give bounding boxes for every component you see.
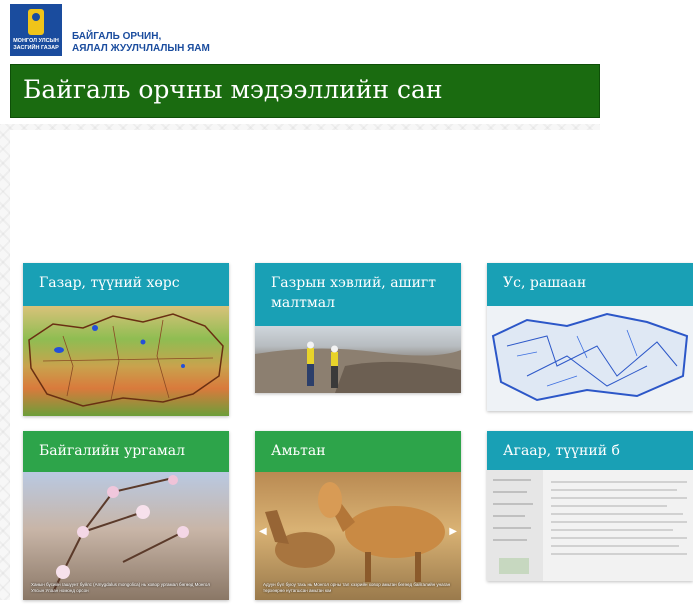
- ministry-name[interactable]: [72, 31, 210, 55]
- title-bar: [10, 64, 600, 118]
- map-overlay: [23, 306, 229, 416]
- site-header: [0, 0, 600, 60]
- card-title: Газар, түүний хөрс: [23, 263, 229, 306]
- category-card-animals[interactable]: [255, 431, 461, 600]
- plant-photo-overlay: [23, 472, 229, 600]
- wild-horses-image: [255, 472, 461, 600]
- card-title: Байгалийн ургамал: [23, 431, 229, 472]
- category-card-water[interactable]: [487, 263, 693, 411]
- mining-site-image: [255, 326, 461, 393]
- card-title: Газрын хэвлий, ашигт малтмал: [255, 263, 461, 326]
- ministry-line: АЯЛАЛ ЖУУЛЧЛАЛЫН ЯАМ: [72, 43, 210, 54]
- soyombo-icon: [28, 9, 44, 35]
- water-map-overlay: [487, 306, 693, 411]
- mining-photo-overlay: [255, 326, 461, 393]
- carousel-next-icon[interactable]: ▶: [449, 526, 457, 537]
- flowering-plant-image: [23, 472, 229, 600]
- card-title: Ус, рашаан: [487, 263, 693, 306]
- category-card-minerals[interactable]: [255, 263, 461, 393]
- card-title: Амьтан: [255, 431, 461, 472]
- category-card-plants[interactable]: [23, 431, 229, 600]
- card-title: Агаар, түүний б: [487, 431, 693, 470]
- carousel-prev-icon[interactable]: ◀: [259, 526, 267, 537]
- image-caption: Адуун бүл буюу тахь нь Монгол орны тал хээрийн ховор амьтан бөгөөд байгалийн унаган төрхөөрөө нутагшсан амьтан юм: [263, 582, 451, 593]
- category-card-land[interactable]: [23, 263, 229, 416]
- emblem-line: МОНГОЛ УЛСЫН: [13, 38, 59, 44]
- horses-photo-overlay: [255, 472, 461, 600]
- document-overlay: [487, 470, 693, 581]
- category-card-air[interactable]: [487, 431, 693, 581]
- emblem-line: ЗАСГИЙН ГАЗАР: [13, 45, 59, 51]
- page-title: Байгаль орчны мэдээллийн сан: [23, 75, 443, 104]
- government-emblem-logo[interactable]: [10, 4, 62, 56]
- ministry-line: БАЙГАЛЬ ОРЧИН,: [72, 31, 162, 42]
- water-network-map-image: [487, 306, 693, 411]
- image-caption: Ханын бүсийн гашуунт буйлс (Amygdalus mongolica) нь ховор ургамал бөгөөд Монгол Улсын Улаан номонд орсон: [31, 582, 210, 593]
- land-soil-map-image: [23, 306, 229, 416]
- air-document-image: [487, 470, 693, 581]
